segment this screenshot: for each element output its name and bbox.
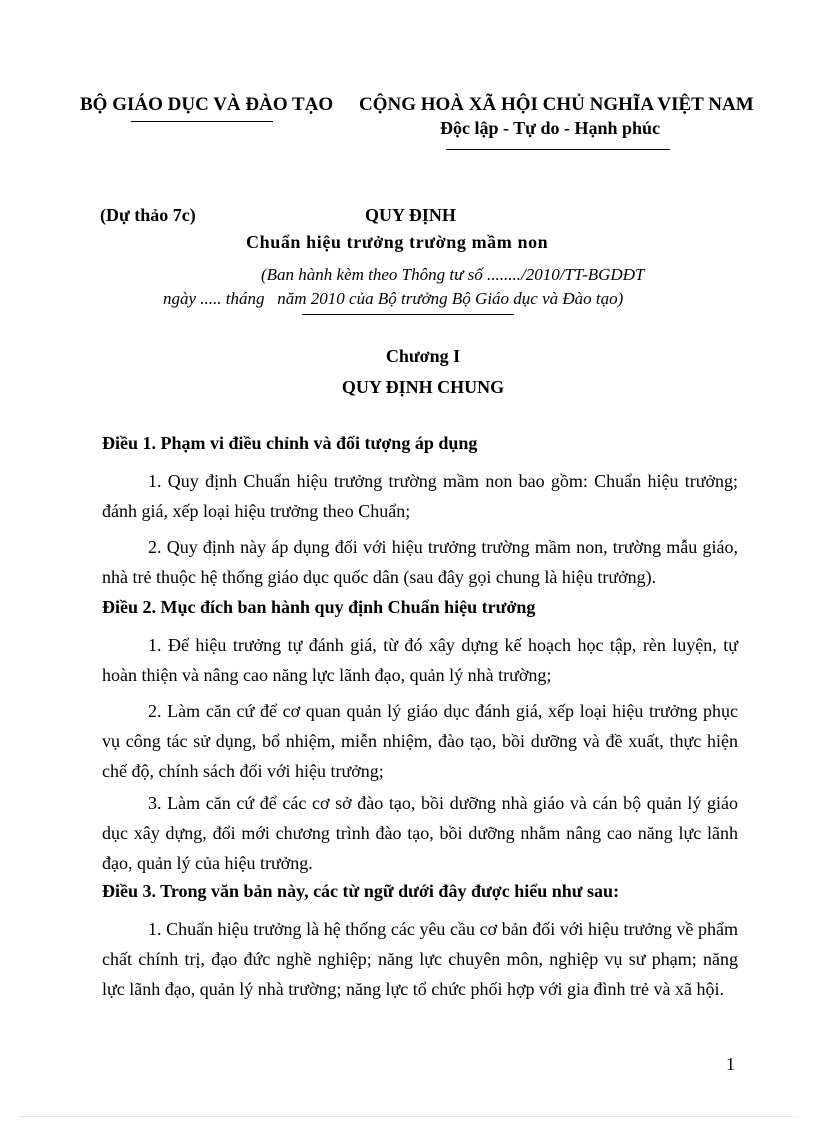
page-number: 1 (726, 1054, 735, 1074)
article-3-paragraph-1: 1. Chuẩn hiệu trưởng là hệ thống các yêu cầu cơ bản đối với hiệu trưởng về phẩm chất chính trị, đạo đức nghề nghiệp; năng lực chuyên môn, nghiệp vụ sư phạm; năng lực lãnh đạo, quản lý nhà trường; năng lực tổ chức phối hợp với gia đình trẻ và xã hội. (102, 919, 738, 999)
republic-name: CỘNG HOÀ XÃ HỘI CHỦ NGHĨA VIỆT NAM (359, 94, 754, 115)
article-1-heading: Điều 1. Phạm vi điều chỉnh và đối tượng áp dụng (102, 433, 478, 453)
article-2-paragraph-2: 2. Làm căn cứ để cơ quan quản lý giáo dục đánh giá, xếp loại hiệu trưởng phục vụ công tác sử dụng, bổ nhiệm, miễn nhiệm, đào tạo, bồi dưỡng và đề xuất, thực hiện chế độ, chính sách đối với hiệu trưởng; (102, 701, 738, 781)
article-2-heading: Điều 2. Mục đích ban hành quy định Chuẩn hiệu trưởng (102, 597, 536, 617)
article-1-paragraph-1: 1. Quy định Chuẩn hiệu trưởng trường mầm non bao gồm: Chuẩn hiệu trưởng; đánh giá, xếp loại hiệu trưởng theo Chuẩn; (102, 471, 738, 521)
chapter-name: QUY ĐỊNH CHUNG (341, 377, 505, 397)
ministry-name: BỘ GIÁO DỤC VÀ ĐÀO TẠO (80, 94, 334, 115)
chapter-number: Chương I (385, 346, 461, 366)
article-2-paragraph-1: 1. Để hiệu trưởng tự đánh giá, từ đó xây dựng kế hoạch học tập, rèn luyện, tự hoàn thiện và nâng cao năng lực lãnh đạo, quản lý nhà trường; (102, 635, 738, 685)
issued-line-2: ngày ..... tháng năm 2010 của Bộ trưởng Bộ Giáo dục và Đào tạo) (163, 289, 624, 308)
document-title: QUY ĐỊNH (365, 205, 456, 225)
draft-label: (Dự thảo 7c) (100, 205, 196, 225)
article-2-paragraph-3: 3. Làm căn cứ để các cơ sở đào tạo, bồi dưỡng nhà giáo và cán bộ quản lý giáo dục xây dựng, đổi mới chương trình đào tạo, bồi dưỡng nhằm nâng cao năng lực lãnh đạo, quản lý của hiệu trưởng. (102, 793, 738, 873)
article-1-paragraph-2: 2. Quy định này áp dụng đối với hiệu trưởng trường mầm non, trường mẫu giáo, nhà trẻ thuộc hệ thống giáo dục quốc dân (sau đây gọi chung là hiệu trưởng). (102, 537, 738, 587)
issued-line-1: (Ban hành kèm theo Thông tư số ......../2010/TT-BGDĐT (261, 265, 645, 284)
title-underline (302, 314, 514, 315)
page-bottom-divider (20, 1116, 796, 1117)
ministry-underline (131, 121, 273, 122)
motto-underline (446, 149, 670, 150)
article-3-heading: Điều 3. Trong văn bản này, các từ ngữ dưới đây được hiểu như sau: (102, 881, 620, 901)
document-subtitle: Chuẩn hiệu trưởng trường mầm non (246, 232, 549, 252)
motto: Độc lập - Tự do - Hạnh phúc (440, 118, 661, 138)
